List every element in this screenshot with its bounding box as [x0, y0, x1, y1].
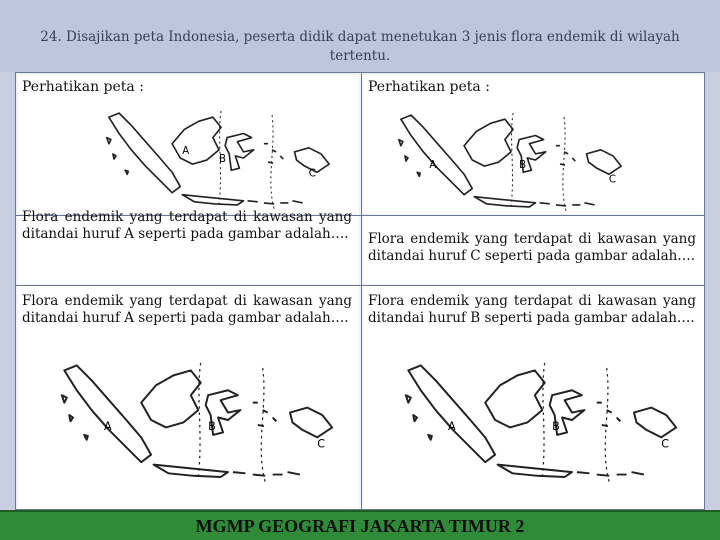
map-letter-a: A — [429, 160, 437, 172]
map-letter-a: A — [182, 145, 190, 157]
map-letter-a: A — [448, 419, 456, 433]
indonesia-map-low-right — [398, 358, 684, 482]
map-letter-b: B — [208, 419, 216, 433]
question-header — [0, 0, 720, 72]
map-letter-c: C — [608, 174, 617, 186]
question-text-b: Flora endemik yang terdapat di kawasan yang ditandai huruf B seperti pada gambar adalah…. — [368, 293, 696, 326]
map-letter-c: C — [317, 437, 326, 451]
map-letter-b: B — [552, 419, 560, 433]
map-letter-a: A — [104, 419, 112, 433]
footer-banner — [0, 510, 720, 540]
map-letter-b: B — [219, 154, 227, 166]
question-text-c: Flora endemik yang terdapat di kawasan yang ditandai huruf C seperti pada gambar adalah…. — [368, 231, 696, 264]
row-divider — [16, 285, 704, 286]
question-table — [15, 72, 705, 510]
column-divider — [361, 73, 362, 509]
indonesia-map-top-left — [96, 107, 340, 209]
question-text-a: Flora endemik yang terdapat di kawasan yang ditandai huruf A seperti pada gambar adalah…. — [22, 209, 352, 242]
map-letter-c: C — [308, 168, 316, 180]
question-text: 24. Disajikan peta Indonesia, peserta didik dapat menetukan 3 jenis flora endemik di wilayah tertentu. — [40, 29, 680, 64]
instruction-label-left: Perhatikan peta : — [22, 79, 144, 95]
map-letter-b: B — [519, 160, 527, 172]
footer-text: MGMP GEOGRAFI JAKARTA TIMUR 2 — [195, 516, 525, 536]
indonesia-map-top-right — [370, 109, 650, 211]
indonesia-map-low-left — [54, 358, 340, 482]
question-text-a-second: Flora endemik yang terdapat di kawasan yang ditandai huruf A seperti pada gambar adalah…. — [22, 293, 352, 326]
map-letter-c: C — [661, 437, 670, 451]
instruction-label-right: Perhatikan peta : — [368, 79, 490, 95]
